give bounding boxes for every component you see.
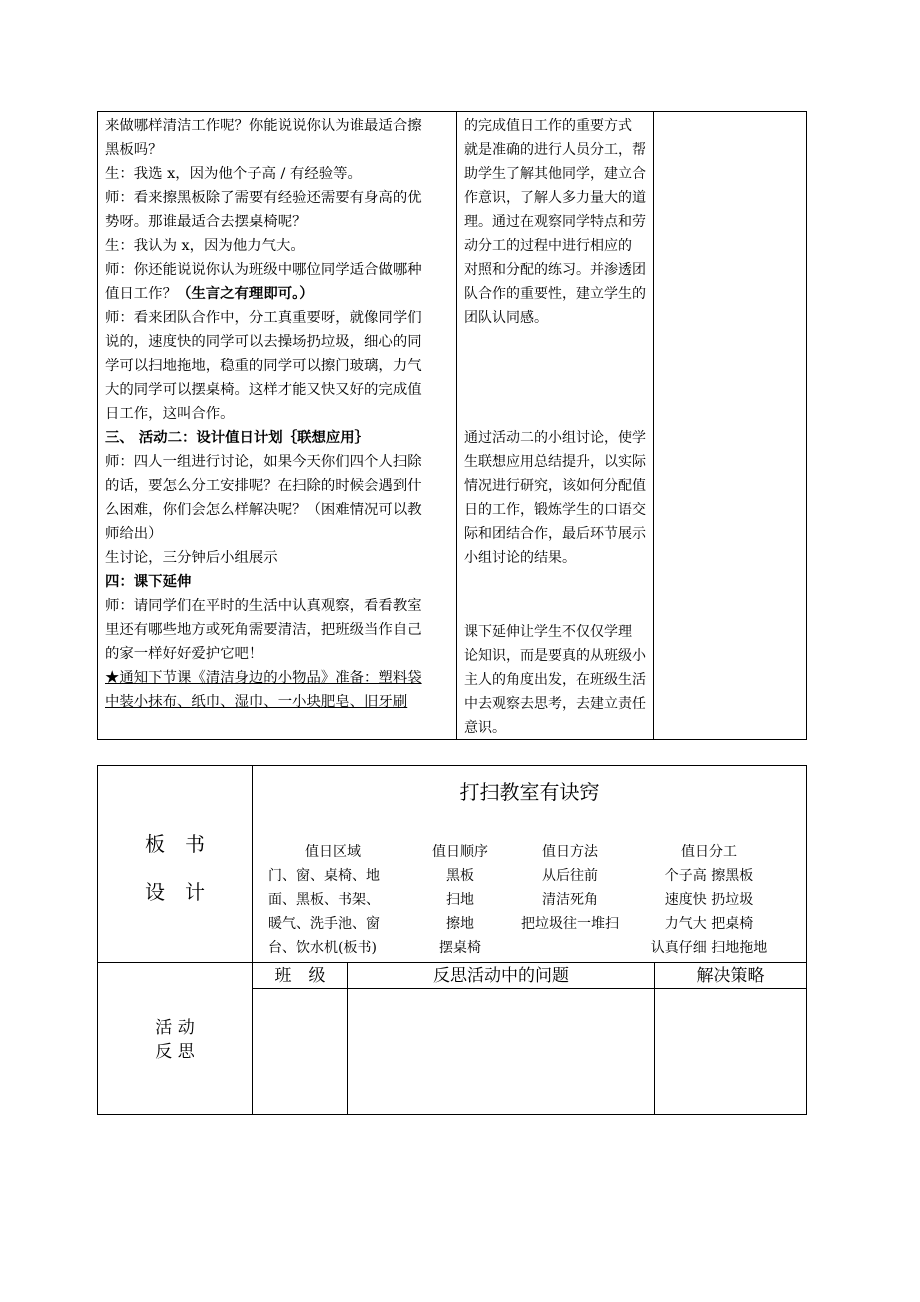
notice-line: ★通知下节课《清洁身边的小物品》准备：塑料袋 — [105, 670, 422, 686]
content-line: 师：看来擦黑板除了需要有经验还需要有身高的优 — [105, 190, 422, 206]
intent-line: 助学生了解其他同学，建立合 — [464, 166, 646, 182]
content-line: 说的，速度快的同学可以去操场扔垃圾，细心的同 — [105, 334, 422, 350]
intent-line: 课下延伸让学生不仅仅学理 — [464, 624, 632, 640]
board-col-division — [636, 840, 782, 960]
col-header: 值日方法 — [542, 844, 598, 860]
reflection-header-strategy: 解决策略 — [696, 966, 765, 986]
col-item: 台、饮水机(板书) — [268, 940, 377, 956]
content-line — [105, 282, 453, 306]
content-line: 生：我选 x，因为他个子高 / 有经验等。 — [105, 166, 362, 182]
intent-line: 生联想应用总结提升，以实际 — [464, 454, 646, 470]
intent-line: 的完成值日工作的重要方式 — [464, 118, 632, 134]
intent-line: 际和团结合作，最后环节展示 — [464, 526, 646, 542]
col-item: 门、窗、桌椅、地 — [268, 868, 380, 884]
reflection-label-line1: 活 动 — [155, 1018, 195, 1038]
col-header: 值日区域 — [305, 844, 361, 860]
content-line: 师：你还能说说你认为班级中哪位同学适合做哪种 — [105, 262, 422, 278]
content-line: 师：看来团队合作中，分工真重要呀，就像同学们 — [105, 310, 422, 326]
col-item: 从后往前 — [542, 868, 598, 884]
col-item: 力气大 把桌椅 — [664, 916, 754, 932]
col-item: 清洁死角 — [542, 892, 598, 908]
col-item: 扫地 — [446, 892, 474, 908]
intent-line: 日的工作，锻炼学生的口语交 — [464, 502, 646, 518]
content-line: 么困难，你们会怎么样解决呢？（困难情况可以教 — [105, 502, 422, 518]
content-line: 里还有哪些地方或死角需要清洁，把班级当作自己 — [105, 622, 422, 638]
intent-line: 动分工的过程中进行相应的 — [464, 238, 632, 254]
content-line: 生：我认为 x，因为他力气大。 — [105, 238, 305, 254]
col-header: 值日顺序 — [432, 844, 488, 860]
intent-line: 队合作的重要性，建立学生的 — [464, 286, 646, 302]
intent-block-2 — [464, 426, 650, 570]
intent-line: 小组讨论的结果。 — [464, 550, 576, 566]
content-line: 来做哪样清洁工作呢？你能说说你认为谁最适合擦 — [105, 118, 422, 134]
reflection-label-line2: 反 思 — [155, 1042, 195, 1062]
intent-line: 团队认同感。 — [464, 310, 548, 326]
board-col-method — [510, 840, 630, 936]
section4-heading: 四：课下延伸 — [105, 573, 192, 590]
board-label-line1: 板 书 — [145, 832, 205, 856]
section3-heading: 三、 活动二：设计值日计划｛联想应用｝ — [105, 429, 370, 446]
intent-line: 中去观察去思考，去建立责任 — [464, 696, 646, 712]
content-line: 大的同学可以摆桌椅。这样才能又快又好的完成值 — [105, 382, 422, 398]
intent-line: 理。通过在观察同学特点和劳 — [464, 214, 646, 230]
intent-line: 情况进行研究，该如何分配值 — [464, 478, 646, 494]
board-col-area — [268, 840, 408, 960]
col-header: 值日分工 — [681, 844, 737, 860]
col-item: 黑板 — [446, 868, 474, 884]
content-line: 黑板吗？ — [105, 142, 163, 158]
content-line: 的话，要怎么分工安排呢？在扫除的时候会遇到什 — [105, 478, 422, 494]
col-item: 摆桌椅 — [439, 940, 481, 956]
content-line: 师：请同学们在平时的生活中认真观察，看看教室 — [105, 598, 422, 614]
board-col-order — [410, 840, 510, 960]
content-line: 势呀。那谁最适合去摆桌椅呢？ — [105, 214, 307, 230]
reflection-strategy-cell[interactable] — [655, 989, 806, 1114]
content-text: 值日工作？ — [105, 286, 177, 302]
content-line: 师给出） — [105, 526, 163, 542]
intent-line: 主人的角度出发，在班级生活 — [464, 672, 646, 688]
col-item: 个子高 擦黑板 — [664, 868, 754, 884]
intent-block-1 — [464, 114, 650, 330]
col-item: 擦地 — [446, 916, 474, 932]
content-line: 日工作，这叫合作。 — [105, 406, 235, 422]
col-item: 暖气、洗手池、窗 — [268, 916, 380, 932]
col-item: 速度快 扔垃圾 — [664, 892, 754, 908]
col-item: 把垃圾往一堆扫 — [521, 916, 619, 932]
intent-line: 就是准确的进行人员分工，帮 — [464, 142, 646, 158]
intent-line: 论知识，而是要真的从班级小 — [464, 648, 646, 664]
reflection-class-cell[interactable] — [253, 989, 347, 1114]
reflection-problem-cell[interactable] — [348, 989, 654, 1114]
board-label-line2: 设 计 — [145, 880, 205, 904]
content-emphasis: （生言之有理即可。） — [176, 285, 314, 302]
intent-block-3 — [464, 620, 650, 740]
intent-line: 通过活动二的小组讨论，使学 — [464, 430, 646, 446]
reflection-header-class: 班 级 — [274, 966, 326, 986]
intent-line: 对照和分配的练习。并渗透团 — [464, 262, 646, 278]
col-item: 认真仔细 扫地拖地 — [650, 940, 768, 956]
reflection-header-problem: 反思活动中的问题 — [433, 966, 569, 986]
content-line: 师：四人一组进行讨论，如果今天你们四个人扫除 — [105, 454, 422, 470]
intent-line: 作意识，了解人多力量大的道 — [464, 190, 646, 206]
content-line: 学可以扫地拖地，稳重的同学可以擦门玻璃，力气 — [105, 358, 422, 374]
content-line: 的家一样好好爱护它吧！ — [105, 646, 264, 662]
intent-line: 意识。 — [464, 720, 506, 736]
col-item: 面、黑板、书架、 — [268, 892, 380, 908]
board-title: 打扫教室有诀窍 — [459, 780, 600, 804]
notice-line: 中装小抹布、纸巾、湿巾、一小块肥皂、旧牙刷 — [105, 694, 408, 710]
content-line: 生讨论，三分钟后小组展示 — [105, 550, 278, 566]
lesson-content-cell — [105, 114, 453, 714]
